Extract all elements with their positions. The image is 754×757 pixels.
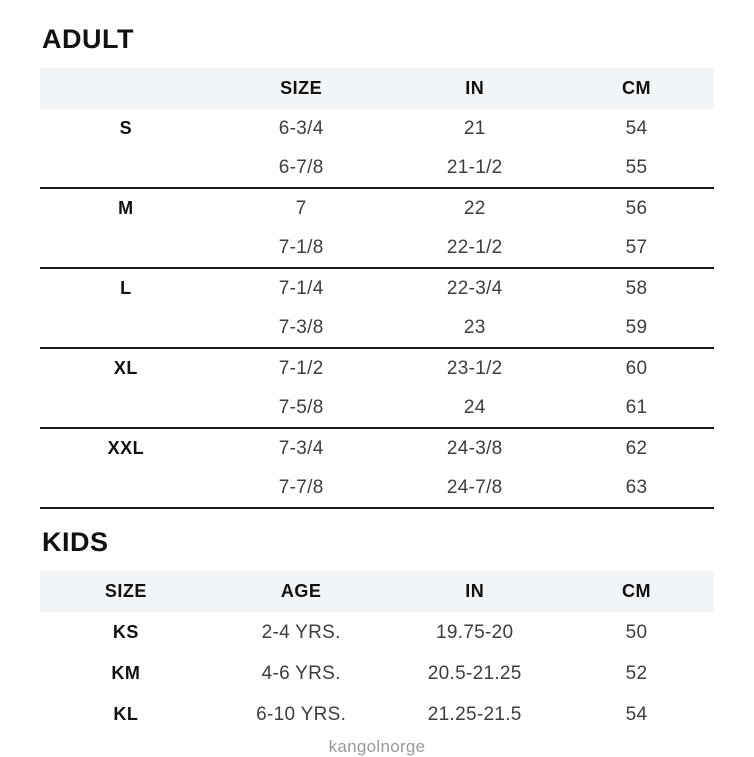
cm-cell: 54 bbox=[625, 703, 648, 725]
inches-cell: 22-1/2 bbox=[446, 236, 503, 258]
kids-section-title: KIDS bbox=[42, 527, 109, 557]
age-cell: 4-6 YRS. bbox=[261, 662, 341, 684]
cm-cell: 59 bbox=[625, 316, 648, 338]
size-group-label: XXL bbox=[107, 438, 145, 458]
cm-cell: 54 bbox=[625, 117, 648, 139]
inches-cell: 21-1/2 bbox=[446, 156, 503, 178]
inches-cell: 21 bbox=[463, 117, 486, 139]
kids-col-size: SIZE bbox=[104, 581, 147, 601]
kids-table-header-row bbox=[40, 571, 714, 612]
age-cell: 6-10 YRS. bbox=[256, 703, 347, 725]
adult-group-xl bbox=[40, 349, 714, 429]
table-row bbox=[40, 308, 714, 347]
cm-cell: 63 bbox=[625, 476, 648, 498]
table-row bbox=[40, 269, 714, 308]
table-row bbox=[40, 694, 714, 735]
hat-size-cell: 7-1/8 bbox=[278, 236, 324, 258]
hat-size-cell: 7 bbox=[295, 197, 307, 219]
cm-cell: 61 bbox=[625, 396, 648, 418]
table-row bbox=[40, 388, 714, 427]
adult-group-s bbox=[40, 109, 714, 189]
cm-cell: 55 bbox=[625, 156, 648, 178]
adult-col-in: IN bbox=[465, 78, 485, 98]
table-row bbox=[40, 612, 714, 653]
cm-cell: 58 bbox=[625, 277, 648, 299]
kids-size-label: KL bbox=[113, 704, 139, 724]
inches-cell: 23 bbox=[463, 316, 486, 338]
adult-table-header-row bbox=[40, 68, 714, 109]
size-group-label: M bbox=[118, 198, 134, 218]
table-row bbox=[40, 653, 714, 694]
kids-size-label: KS bbox=[112, 622, 139, 642]
inches-cell: 22-3/4 bbox=[446, 277, 503, 299]
size-group-label: S bbox=[119, 118, 133, 138]
hat-size-cell: 7-1/2 bbox=[278, 357, 324, 379]
inches-cell: 22 bbox=[463, 197, 486, 219]
size-group-label: XL bbox=[113, 358, 138, 378]
cm-cell: 62 bbox=[625, 437, 648, 459]
table-row bbox=[40, 468, 714, 507]
kids-size-label: KM bbox=[111, 663, 141, 683]
inches-cell: 23-1/2 bbox=[446, 357, 503, 379]
cm-cell: 60 bbox=[625, 357, 648, 379]
inches-cell: 24-3/8 bbox=[446, 437, 503, 459]
adult-group-xxl bbox=[40, 429, 714, 509]
hat-size-cell: 7-3/4 bbox=[278, 437, 324, 459]
adult-group-l bbox=[40, 269, 714, 349]
table-row bbox=[40, 349, 714, 388]
adult-group-m bbox=[40, 189, 714, 269]
age-cell: 2-4 YRS. bbox=[261, 621, 341, 643]
adult-section-title: ADULT bbox=[42, 24, 134, 54]
adult-col-cm: CM bbox=[621, 78, 651, 98]
hat-size-cell: 6-7/8 bbox=[278, 156, 324, 178]
kids-size-table bbox=[40, 571, 714, 735]
table-row bbox=[40, 148, 714, 187]
hat-size-cell: 6-3/4 bbox=[278, 117, 324, 139]
cm-cell: 52 bbox=[625, 662, 648, 684]
adult-size-table bbox=[40, 68, 714, 509]
kids-col-in: IN bbox=[465, 581, 485, 601]
inches-cell: 24 bbox=[463, 396, 486, 418]
inches-cell: 21.25-21.5 bbox=[427, 703, 522, 725]
kids-col-age: AGE bbox=[280, 581, 322, 601]
hat-size-cell: 7-1/4 bbox=[278, 277, 324, 299]
size-group-label: L bbox=[120, 278, 132, 298]
hat-size-cell: 7-5/8 bbox=[278, 396, 324, 418]
table-row bbox=[40, 429, 714, 468]
table-row bbox=[40, 109, 714, 148]
inches-cell: 19.75-20 bbox=[436, 621, 514, 643]
cm-cell: 56 bbox=[625, 197, 648, 219]
cm-cell: 57 bbox=[625, 236, 648, 258]
kids-col-cm: CM bbox=[621, 581, 651, 601]
table-row bbox=[40, 228, 714, 267]
table-row bbox=[40, 189, 714, 228]
hat-size-cell: 7-3/8 bbox=[278, 316, 324, 338]
adult-col-size: SIZE bbox=[280, 78, 323, 98]
inches-cell: 24-7/8 bbox=[446, 476, 503, 498]
cm-cell: 50 bbox=[625, 621, 648, 643]
brand-footer-text: kangolnorge bbox=[328, 737, 426, 756]
inches-cell: 20.5-21.25 bbox=[427, 662, 522, 684]
hat-size-cell: 7-7/8 bbox=[278, 476, 324, 498]
